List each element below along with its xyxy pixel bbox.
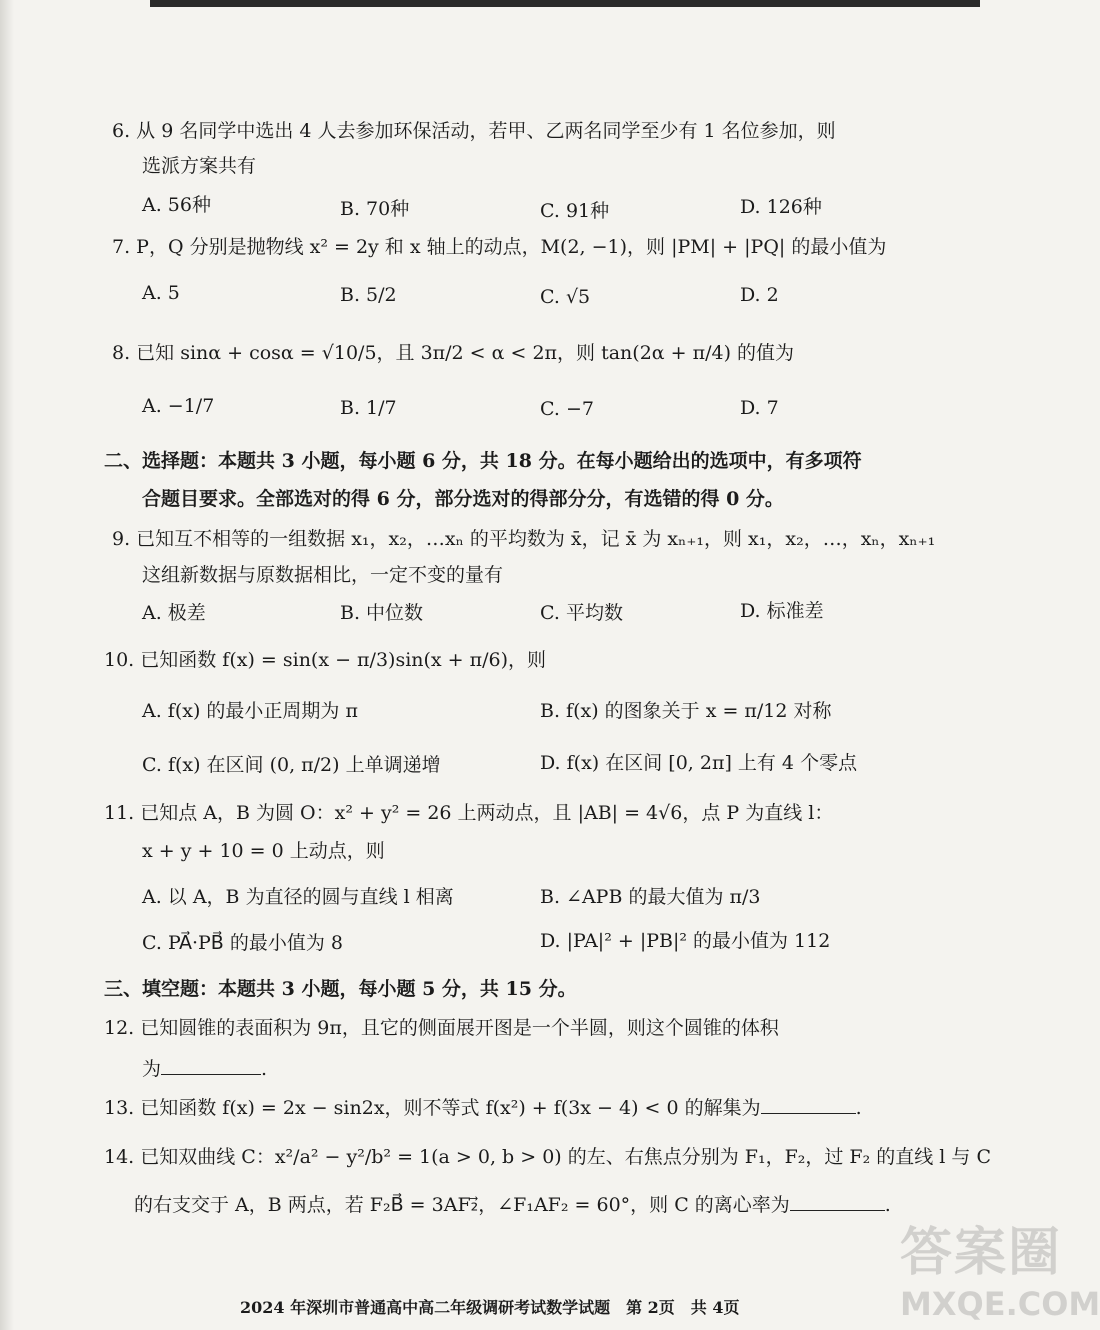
q13-stem	[104, 1095, 862, 1121]
q14-answer-blank[interactable]	[790, 1192, 885, 1211]
q7-option-c: C. √5	[540, 286, 591, 308]
section3-heading: 三、填空题：本题共 3 小题，每小题 5 分，共 15 分。	[104, 978, 577, 1000]
q14-stem-line1: 14. 已知双曲线 C：x²/a² − y²/b² = 1(a > 0, b > 0) 的左、右焦点分别为 F₁，F₂，过 F₂ 的直线 l 与 C	[104, 1146, 991, 1168]
q9-option-a: A. 极差	[142, 602, 206, 624]
q10-stem: 10. 已知函数 f(x) = sin(x − π/3)sin(x + π/6)，则	[104, 649, 547, 671]
q14-prefix: 的右支交于 A，B 两点，若 F₂B⃗ = 3AF₂⃗，∠F₁AF₂ = 60°，则 C 的离心率为	[134, 1194, 790, 1216]
q12-suffix: .	[261, 1058, 268, 1080]
q6-option-c: C. 91种	[540, 200, 610, 222]
q7-option-d: D. 2	[740, 284, 779, 306]
q13-suffix: .	[855, 1097, 862, 1119]
q11-option-d: D. |PA|² + |PB|² 的最小值为 112	[540, 930, 831, 952]
q13-prefix: 13. 已知函数 f(x) = 2x − sin2x，则不等式 f(x²) + f(3x − 4) < 0 的解集为	[104, 1097, 761, 1119]
q12-answer-blank[interactable]	[161, 1056, 261, 1075]
q6-option-b: B. 70种	[340, 198, 410, 220]
q9-option-d: D. 标准差	[740, 600, 824, 622]
q14-stem-line2	[134, 1192, 891, 1218]
q12-stem-line2	[142, 1056, 267, 1082]
q9-stem-line2: 这组新数据与原数据相比，一定不变的量有	[142, 564, 504, 586]
q9-option-b: B. 中位数	[340, 602, 424, 624]
q11-option-b: B. ∠APB 的最大值为 π/3	[540, 886, 761, 908]
q8-option-c: C. −7	[540, 398, 594, 420]
q7-stem: 7. P，Q 分别是抛物线 x² = 2y 和 x 轴上的动点，M(2, −1)，则 |PM| + |PQ| 的最小值为	[112, 236, 887, 258]
q11-stem-line2: x + y + 10 = 0 上动点，则	[142, 840, 385, 862]
q10-option-c: C. f(x) 在区间 (0, π/2) 上单调递增	[142, 754, 441, 776]
q13-answer-blank[interactable]	[761, 1095, 856, 1114]
page-top-edge	[150, 0, 980, 7]
q8-stem: 8. 已知 sinα + cosα = √10/5，且 3π/2 < α < 2π，则 tan(2α + π/4) 的值为	[112, 342, 795, 364]
q12-prefix: 为	[142, 1058, 162, 1080]
q10-option-d: D. f(x) 在区间 [0, 2π] 上有 4 个零点	[540, 752, 858, 774]
q11-option-c: C. PA⃗·PB⃗ 的最小值为 8	[142, 932, 344, 954]
q9-option-c: C. 平均数	[540, 602, 623, 624]
q6-option-d: D. 126种	[740, 196, 822, 218]
q8-option-a: A. −1/7	[142, 395, 215, 417]
q8-option-b: B. 1/7	[340, 397, 397, 419]
q6-stem-line2: 选派方案共有	[142, 155, 257, 177]
q7-option-a: A. 5	[142, 282, 180, 304]
q11-option-a: A. 以 A，B 为直径的圆与直线 l 相离	[142, 886, 454, 908]
q14-suffix: .	[884, 1194, 891, 1216]
watermark-logo	[900, 1210, 1100, 1328]
q11-stem-line1: 11. 已知点 A，B 为圆 O：x² + y² = 26 上两动点，且 |AB| = 4√6，点 P 为直线 l：	[104, 802, 834, 824]
q6-option-a: A. 56种	[142, 194, 211, 216]
q7-option-b: B. 5/2	[340, 284, 397, 306]
q6-stem-line1: 6. 从 9 名同学中选出 4 人去参加环保活动，若甲、乙两名同学至少有 1 名位参加，则	[112, 120, 836, 142]
page-shadow	[0, 0, 14, 1330]
q10-option-b: B. f(x) 的图象关于 x = π/12 对称	[540, 700, 832, 722]
watermark-top-text: 答案圈	[900, 1223, 1063, 1283]
q9-stem-line1: 9. 已知互不相等的一组数据 x₁，x₂，…xₙ 的平均数为 x̄，记 x̄ 为 xₙ₊₁，则 x₁，x₂，…，xₙ，xₙ₊₁	[112, 528, 936, 550]
page-footer: 2024 年深圳市普通高中高二年级调研考试数学试题 第 2页 共 4页	[240, 1298, 740, 1317]
watermark-bottom-text: MXQE.COM	[900, 1285, 1100, 1323]
q8-option-d: D. 7	[740, 397, 779, 419]
q10-option-a: A. f(x) 的最小正周期为 π	[142, 700, 358, 722]
q12-stem-line1: 12. 已知圆锥的表面积为 9π，且它的侧面展开图是一个半圆，则这个圆锥的体积	[104, 1017, 779, 1039]
section2-heading-line2: 合题目要求。全部选对的得 6 分，部分选对的得部分分，有选错的得 0 分。	[142, 488, 784, 510]
section2-heading-line1: 二、选择题：本题共 3 小题，每小题 6 分，共 18 分。在每小题给出的选项中，有多项符	[104, 450, 862, 472]
